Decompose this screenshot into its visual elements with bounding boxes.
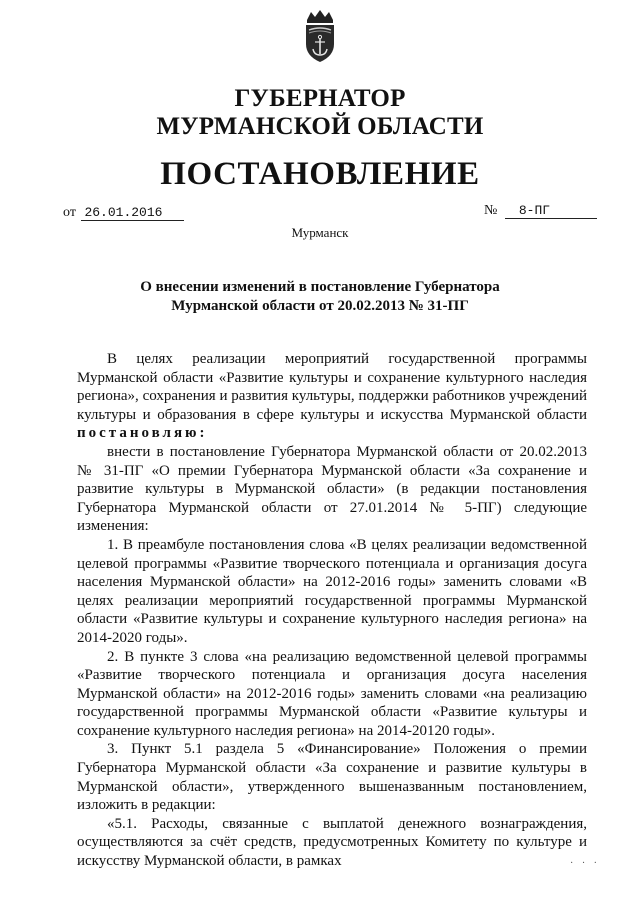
paragraph-item-2: 2. В пункте 3 слова «на реализацию ведомственной целевой программы «Развитие творческого потенциала и организация досуга населения Мурманской области» на 2012-2016 годы» заменить словами «на реализацию государственной программы Мурманской области «Развитие культуры и сохранение культурного наследия региона» на 2014-20120 годы».	[77, 648, 587, 739]
date-value: 26.01.2016	[81, 205, 184, 221]
document-body	[77, 350, 587, 871]
date-field	[63, 205, 184, 221]
city-name: Мурманск	[291, 225, 349, 240]
document-type-heading: ПОСТАНОВЛЕНИЕ	[160, 156, 480, 192]
paragraph-resolution: внести в постановление Губернатора Мурманской области от 20.02.2013 № 31-ПГ «О премии Губернатора Мурманской области «За сохранение и развитие культуры в Мурманской области» (в редакции постановления Губернатора Мурманской области от 27.01.2014 № 5-ПГ) следующие изменения:	[77, 443, 587, 535]
subject-line2: Мурманской области от 20.02.2013 № 31-ПГ	[171, 298, 469, 314]
org-title-line2: МУРМАНСКОЙ ОБЛАСТИ	[156, 113, 484, 140]
coat-of-arms-icon	[301, 8, 339, 64]
paragraph-item-3: 3. Пункт 5.1 раздела 5 «Финансирование» Положения о премии Губернатора Мурманской области «За сохранение и развитие культуры в Мурманской области», утвержденного вышеназванным постановлением, изложить в редакции:	[77, 741, 587, 814]
date-label: от	[63, 205, 76, 220]
subject-line1: О внесении изменений в постановление Губернатора	[140, 279, 500, 295]
scan-marks: · · ·	[570, 858, 600, 869]
number-value: 8-ПГ	[505, 203, 597, 219]
resolve-word: постановляю:	[77, 425, 208, 442]
paragraph-item-1: 1. В преамбуле постановления слова «В целях реализации ведомственной целевой программы «Развитие творческого потенциала и организация досуга населения Мурманской области» на 2012-2016 годы» заменить словами «В целях реализации мероприятий государственной программы Мурманской области «Развитие культуры и сохранение культурного наследия региона» на 2014-2020 годы».	[77, 536, 587, 646]
paragraph-item-5-1: «5.1. Расходы, связанные с выплатой денежного вознаграждения, осуществляются за счёт средств, предусмотренных Комитету по культуре и искусству Мурманской области, в рамках	[77, 815, 587, 870]
paragraph-preamble	[77, 350, 587, 443]
number-field	[484, 203, 597, 219]
org-title-line1: ГУБЕРНАТОР	[234, 85, 406, 112]
preamble-text: В целях реализации мероприятий государственной программы Мурманской области «Развитие культуры и сохранение культурного наследия региона», сохранения и развития культуры, поддержки работников учреждений культуры и образования в сфере культуры и искусства Мурманской области	[77, 351, 587, 423]
number-label: №	[484, 203, 498, 218]
